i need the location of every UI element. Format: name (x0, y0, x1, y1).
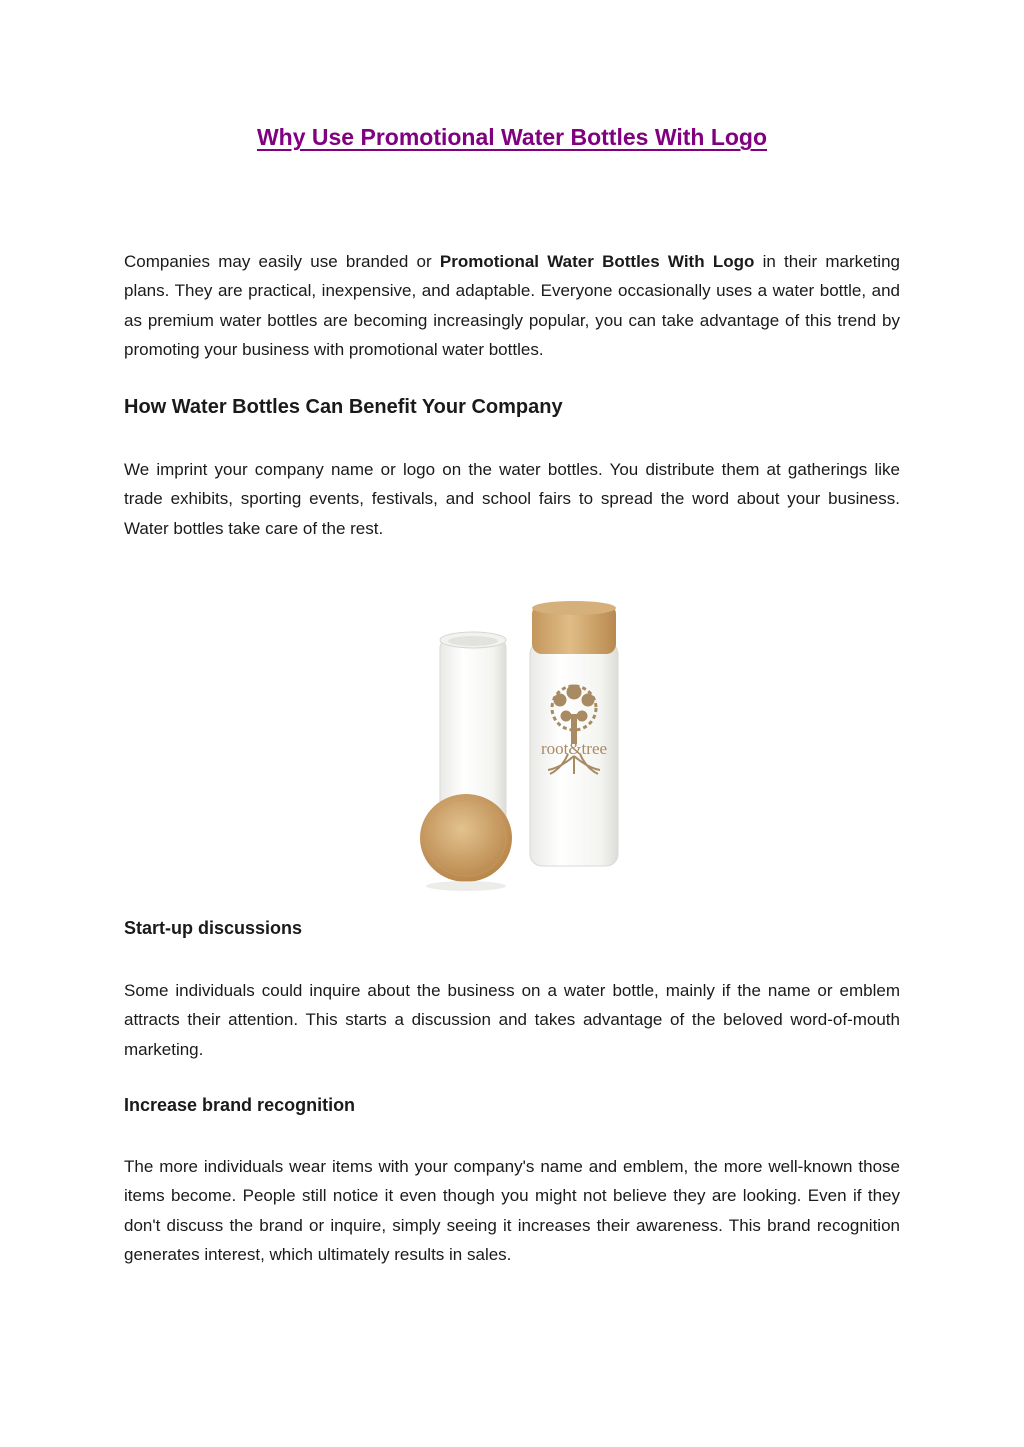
product-image (380, 596, 640, 896)
page-title[interactable]: Why Use Promotional Water Bottles With Logo (256, 124, 768, 150)
subsection-heading-brand: Increase brand recognition (124, 1095, 356, 1115)
intro-paragraph (124, 247, 900, 364)
subsection-heading-startup: Start-up discussions (124, 918, 303, 938)
section-body: We imprint your company name or logo on the water bottles. You distribute them at gatherings like trade exhibits, sporting events, festivals, and school fairs to spread the word about your business. Water bottles take care of the rest. (124, 460, 900, 538)
wooden-cap (420, 794, 512, 891)
section-heading: How Water Bottles Can Benefit Your Company (124, 396, 563, 418)
intro-text-after: in their marketing plans. They are practical, inexpensive, and adaptable. Everyone occasionally uses a water bottle, and as premium water bottles are becoming increasingly popular, you can take advantage of this trend by promoting your business with promotional water bottles. (124, 252, 900, 359)
water-bottles-illustration (380, 596, 640, 896)
intro-text-before: Companies may easily use branded or (124, 252, 440, 271)
logo-text: root&tree (540, 739, 608, 758)
intro-bold-keyword: Promotional Water Bottles With Logo (439, 252, 755, 271)
subsection-body-startup: Some individuals could inquire about the business on a water bottle, mainly if the name or emblem attracts their attention. This starts a discussion and takes advantage of the beloved word-of-mouth marketing. (124, 981, 900, 1059)
subsection-body-brand: The more individuals wear items with your company's name and emblem, the more well-known those items become. People still notice it even though you might not believe they are looking. Even if they don't discuss the brand or inquire, simply seeing it increases their awareness. This brand recognition generates interest, which ultimately results in sales. (124, 1157, 900, 1264)
logo-bottle (530, 601, 618, 866)
